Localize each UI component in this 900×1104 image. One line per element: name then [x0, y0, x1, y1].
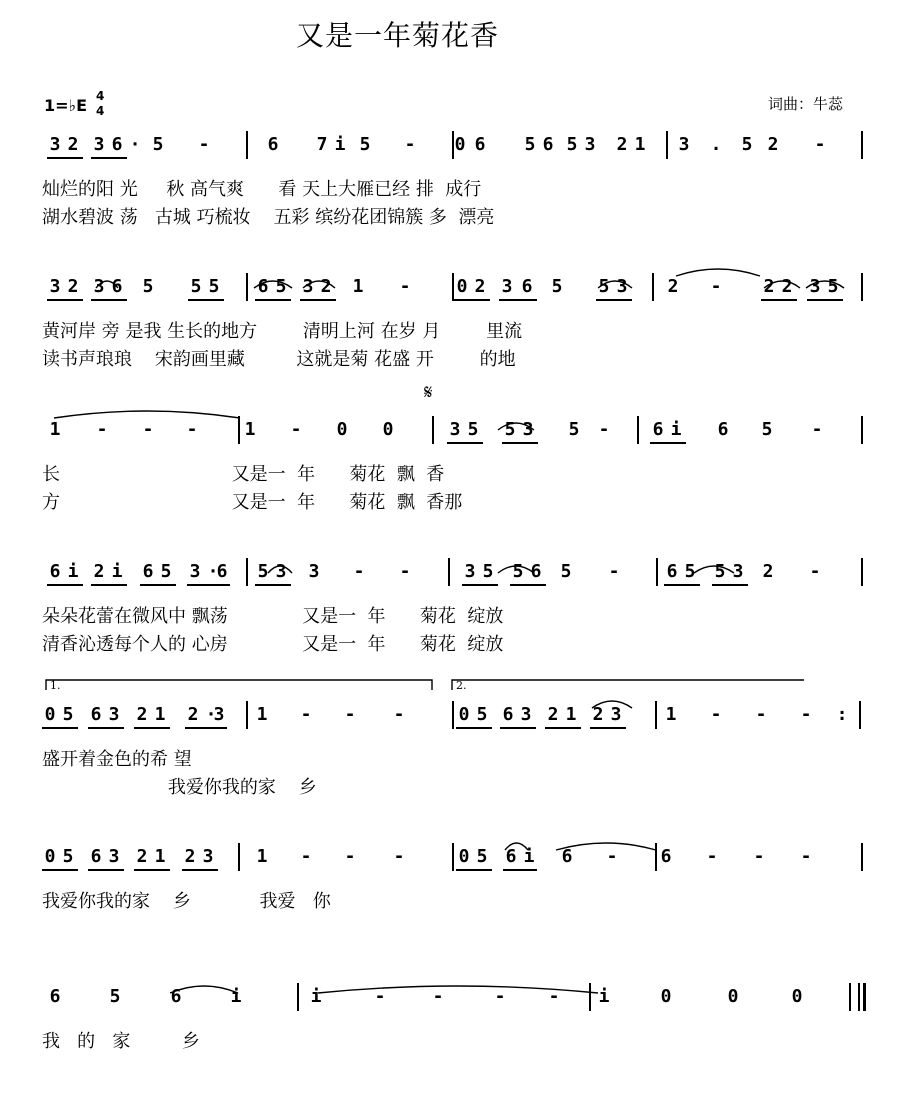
- note: -: [404, 134, 416, 155]
- note: 2: [781, 276, 793, 297]
- note: 6: [257, 276, 269, 297]
- beam-underline: [91, 299, 127, 301]
- beam-underline: [596, 299, 632, 301]
- note: -: [494, 986, 506, 1007]
- beam-underline: [47, 299, 83, 301]
- note: 5: [566, 134, 578, 155]
- final-barline: [863, 983, 866, 1011]
- note: 3: [275, 561, 287, 582]
- barline: [452, 701, 454, 729]
- note: 0: [454, 134, 466, 155]
- note: 0: [458, 704, 470, 725]
- note: 5: [62, 846, 74, 867]
- note: 3: [584, 134, 596, 155]
- beam-underline: [300, 299, 336, 301]
- beam-underline: [462, 584, 498, 586]
- note: 6: [267, 134, 279, 155]
- barline: [452, 131, 454, 159]
- note: -: [186, 419, 198, 440]
- note: ·: [129, 134, 141, 155]
- beam-underline: [447, 442, 483, 444]
- note: -: [811, 419, 823, 440]
- barline: [432, 416, 434, 444]
- note: 6: [90, 704, 102, 725]
- barline: [246, 273, 248, 301]
- final-barline: [858, 983, 860, 1011]
- note: 2: [592, 704, 604, 725]
- note: 3: [449, 419, 461, 440]
- lyric-line: 我爱你我的家 乡: [42, 777, 317, 798]
- note: 5: [208, 276, 220, 297]
- tie-slur: [676, 269, 760, 276]
- note: -: [399, 561, 411, 582]
- note: -: [290, 419, 302, 440]
- note: -: [399, 276, 411, 297]
- barline: [849, 983, 851, 1011]
- note: -: [353, 561, 365, 582]
- note: 5: [152, 134, 164, 155]
- note: 2: [136, 704, 148, 725]
- note: 5: [598, 276, 610, 297]
- note: 3: [809, 276, 821, 297]
- note: -: [606, 846, 618, 867]
- note: -: [393, 846, 405, 867]
- note: 0: [727, 986, 739, 1007]
- note: 3: [49, 134, 61, 155]
- beam-underline: [255, 584, 291, 586]
- note: 2: [547, 704, 559, 725]
- beam-underline: [456, 727, 492, 729]
- lyric-line: 读书声琅琅 宋韵画里藏 这就是菊 花盛 开 的地: [42, 349, 516, 370]
- note: 1: [665, 704, 677, 725]
- barline: [452, 273, 454, 301]
- note: 3: [616, 276, 628, 297]
- note: -: [374, 986, 386, 1007]
- lyric-line: 湖水碧波 荡 古城 巧梳妆 五彩 缤纷花团锦簇 多 漂亮: [42, 207, 495, 228]
- note: 3: [678, 134, 690, 155]
- note: 6: [502, 704, 514, 725]
- note: -: [710, 704, 722, 725]
- note: 6: [530, 561, 542, 582]
- beam-underline: [664, 584, 700, 586]
- note: 2: [320, 276, 332, 297]
- barline: [861, 273, 863, 301]
- beam-underline: [255, 299, 291, 301]
- song-title: 又是一年菊花香: [296, 19, 500, 52]
- barline: [246, 131, 248, 159]
- note: 1: [244, 419, 256, 440]
- note: 6: [49, 986, 61, 1007]
- beam-underline: [185, 727, 227, 729]
- note: 6: [111, 134, 123, 155]
- note: 1: [565, 704, 577, 725]
- note: 2: [767, 134, 779, 155]
- barline: [238, 843, 240, 871]
- note: 6: [542, 134, 554, 155]
- note: i: [111, 561, 123, 582]
- note: 3: [49, 276, 61, 297]
- beam-underline: [712, 584, 748, 586]
- note: 5: [109, 986, 121, 1007]
- note: 3: [302, 276, 314, 297]
- note: 3: [464, 561, 476, 582]
- beam-underline: [47, 584, 83, 586]
- note: 5: [190, 276, 202, 297]
- barline: [861, 131, 863, 159]
- key-signature: 1=♭E: [44, 96, 88, 115]
- note: 3: [501, 276, 513, 297]
- note: 3: [732, 561, 744, 582]
- beam-underline: [188, 299, 224, 301]
- note: 5: [551, 276, 563, 297]
- note: -: [432, 986, 444, 1007]
- note: 5: [476, 846, 488, 867]
- note: 5: [160, 561, 172, 582]
- note: -: [753, 846, 765, 867]
- note: i: [598, 986, 610, 1007]
- note: 3: [213, 704, 225, 725]
- note: -: [608, 561, 620, 582]
- lyric-line: 黄河岸 旁 是我 生长的地方 清明上河 在岁 月 里流: [42, 321, 523, 342]
- barline: [666, 131, 668, 159]
- beam-underline: [88, 869, 124, 871]
- note: 2: [67, 276, 79, 297]
- barline: [589, 983, 591, 1011]
- note: 5: [827, 276, 839, 297]
- beam-underline: [454, 299, 490, 301]
- note: 0: [791, 986, 803, 1007]
- note: -: [706, 846, 718, 867]
- note: 5: [482, 561, 494, 582]
- volta-2-bracket: [452, 680, 804, 690]
- note: 6: [111, 276, 123, 297]
- note: 6: [521, 276, 533, 297]
- note: 3: [610, 704, 622, 725]
- note: 3: [93, 134, 105, 155]
- note: 5: [714, 561, 726, 582]
- note: 5: [504, 419, 516, 440]
- note: 6: [561, 846, 573, 867]
- composer-credit: 词曲：牛蕊: [768, 95, 844, 113]
- note: -: [598, 419, 610, 440]
- note: -: [800, 846, 812, 867]
- barline: [246, 558, 248, 586]
- note: 0: [44, 704, 56, 725]
- barline: [861, 558, 863, 586]
- note: 5: [257, 561, 269, 582]
- note: 1: [154, 704, 166, 725]
- note: 3: [308, 561, 320, 582]
- note: -: [755, 704, 767, 725]
- note: 2: [474, 276, 486, 297]
- note: 2: [67, 134, 79, 155]
- note: -: [809, 561, 821, 582]
- note: 6: [660, 846, 672, 867]
- note: i: [670, 419, 682, 440]
- note: 0: [382, 419, 394, 440]
- time-signature-top: 4: [96, 89, 105, 103]
- note: i: [334, 134, 346, 155]
- beam-underline: [650, 442, 686, 444]
- note: 5: [476, 704, 488, 725]
- note: -: [96, 419, 108, 440]
- barline: [652, 273, 654, 301]
- beam-underline: [91, 584, 127, 586]
- note: ·: [205, 704, 217, 725]
- beam-underline: [47, 157, 83, 159]
- volta-1-bracket: [46, 680, 432, 690]
- note: 2: [763, 276, 775, 297]
- lyric-line: 方 又是一 年 菊花 飘 香那: [42, 492, 463, 513]
- note: -: [300, 846, 312, 867]
- lyric-line: 朵朵花蕾在微风中 飘荡 又是一 年 菊花 绽放: [42, 606, 504, 627]
- note: i: [310, 986, 322, 1007]
- note: 3: [522, 419, 534, 440]
- beam-underline: [134, 869, 170, 871]
- note: 2: [667, 276, 679, 297]
- note: 3: [520, 704, 532, 725]
- note: 1: [256, 704, 268, 725]
- beam-underline: [134, 727, 170, 729]
- beam-underline: [140, 584, 176, 586]
- barline: [452, 843, 454, 871]
- note: 1: [634, 134, 646, 155]
- note: 5: [275, 276, 287, 297]
- barline: [655, 701, 657, 729]
- barline: [859, 701, 861, 729]
- note: 2: [93, 561, 105, 582]
- note: 1: [352, 276, 364, 297]
- note: .: [710, 134, 722, 155]
- barline: [637, 416, 639, 444]
- note: 6: [474, 134, 486, 155]
- note: 6: [666, 561, 678, 582]
- beam-underline: [187, 584, 230, 586]
- note: 0: [660, 986, 672, 1007]
- note: 5: [524, 134, 536, 155]
- note: 5: [467, 419, 479, 440]
- note: 6: [142, 561, 154, 582]
- note: 5: [359, 134, 371, 155]
- note: 5: [142, 276, 154, 297]
- note: 0: [44, 846, 56, 867]
- beam-underline: [42, 727, 78, 729]
- note: 0: [336, 419, 348, 440]
- note: 1: [256, 846, 268, 867]
- note: 6: [216, 561, 228, 582]
- note: 6: [49, 561, 61, 582]
- beam-underline: [456, 869, 492, 871]
- note: -: [814, 134, 826, 155]
- note: 3: [202, 846, 214, 867]
- note: 2: [616, 134, 628, 155]
- note: 6: [90, 846, 102, 867]
- lyric-line: 我 的 家 乡: [42, 1031, 200, 1052]
- note: 7: [316, 134, 328, 155]
- beam-underline: [807, 299, 843, 301]
- time-signature-bottom: 4: [96, 104, 105, 118]
- note: 5: [684, 561, 696, 582]
- volta-2-label: 2.: [456, 679, 467, 692]
- note: 6: [170, 986, 182, 1007]
- volta-1-label: 1.: [50, 679, 61, 692]
- lyric-line: 长 又是一 年 菊花 飘 香: [42, 464, 445, 485]
- note: 1: [154, 846, 166, 867]
- note: 3: [189, 561, 201, 582]
- note: 3: [93, 276, 105, 297]
- note: 2: [136, 846, 148, 867]
- lyric-line: 我爱你我的家 乡 我爱 你: [42, 891, 331, 912]
- note: 3: [108, 846, 120, 867]
- note: 6: [505, 846, 517, 867]
- beam-underline: [761, 299, 797, 301]
- note: 6: [717, 419, 729, 440]
- note: -: [198, 134, 210, 155]
- beam-underline: [590, 727, 626, 729]
- beam-underline: [499, 299, 537, 301]
- segno-symbol: 𝄋: [424, 380, 433, 404]
- note: i: [523, 846, 535, 867]
- lyric-line: 清香沁透每个人的 心房 又是一 年 菊花 绽放: [42, 634, 504, 655]
- barline: [655, 843, 657, 871]
- barline: [448, 558, 450, 586]
- beam-underline: [91, 157, 127, 159]
- lyric-line: 盛开着金色的希 望: [42, 749, 192, 770]
- beam-underline: [503, 869, 537, 871]
- note: -: [142, 419, 154, 440]
- note: 5: [512, 561, 524, 582]
- beam-underline: [510, 584, 546, 586]
- note: i: [230, 986, 242, 1007]
- note: -: [344, 704, 356, 725]
- barline: [861, 416, 863, 444]
- lyric-line: 灿烂的阳 光 秋 高气爽 看 天上大雁已经 排 成行: [42, 179, 482, 200]
- note: 6: [652, 419, 664, 440]
- note: 5: [568, 419, 580, 440]
- note: 5: [741, 134, 753, 155]
- note: 1: [49, 419, 61, 440]
- barline: [238, 416, 240, 444]
- beam-underline: [42, 869, 78, 871]
- beam-underline: [502, 442, 538, 444]
- note: ·: [207, 561, 219, 582]
- barline: [246, 701, 248, 729]
- note: -: [344, 846, 356, 867]
- beam-underline: [545, 727, 581, 729]
- note: 3: [108, 704, 120, 725]
- note: 5: [560, 561, 572, 582]
- note: -: [800, 704, 812, 725]
- note: -: [393, 704, 405, 725]
- note: -: [300, 704, 312, 725]
- note: 2: [187, 704, 199, 725]
- barline: [297, 983, 299, 1011]
- note: 5: [761, 419, 773, 440]
- note: 2: [762, 561, 774, 582]
- beam-underline: [88, 727, 124, 729]
- note: i: [67, 561, 79, 582]
- note: -: [548, 986, 560, 1007]
- note: -: [710, 276, 722, 297]
- beam-underline: [500, 727, 536, 729]
- beam-underline: [182, 869, 218, 871]
- barline: [656, 558, 658, 586]
- note: 0: [456, 276, 468, 297]
- note: 0: [458, 846, 470, 867]
- tie-slur: [54, 411, 240, 418]
- note: :: [836, 704, 848, 725]
- note: 2: [184, 846, 196, 867]
- note: 5: [62, 704, 74, 725]
- barline: [861, 843, 863, 871]
